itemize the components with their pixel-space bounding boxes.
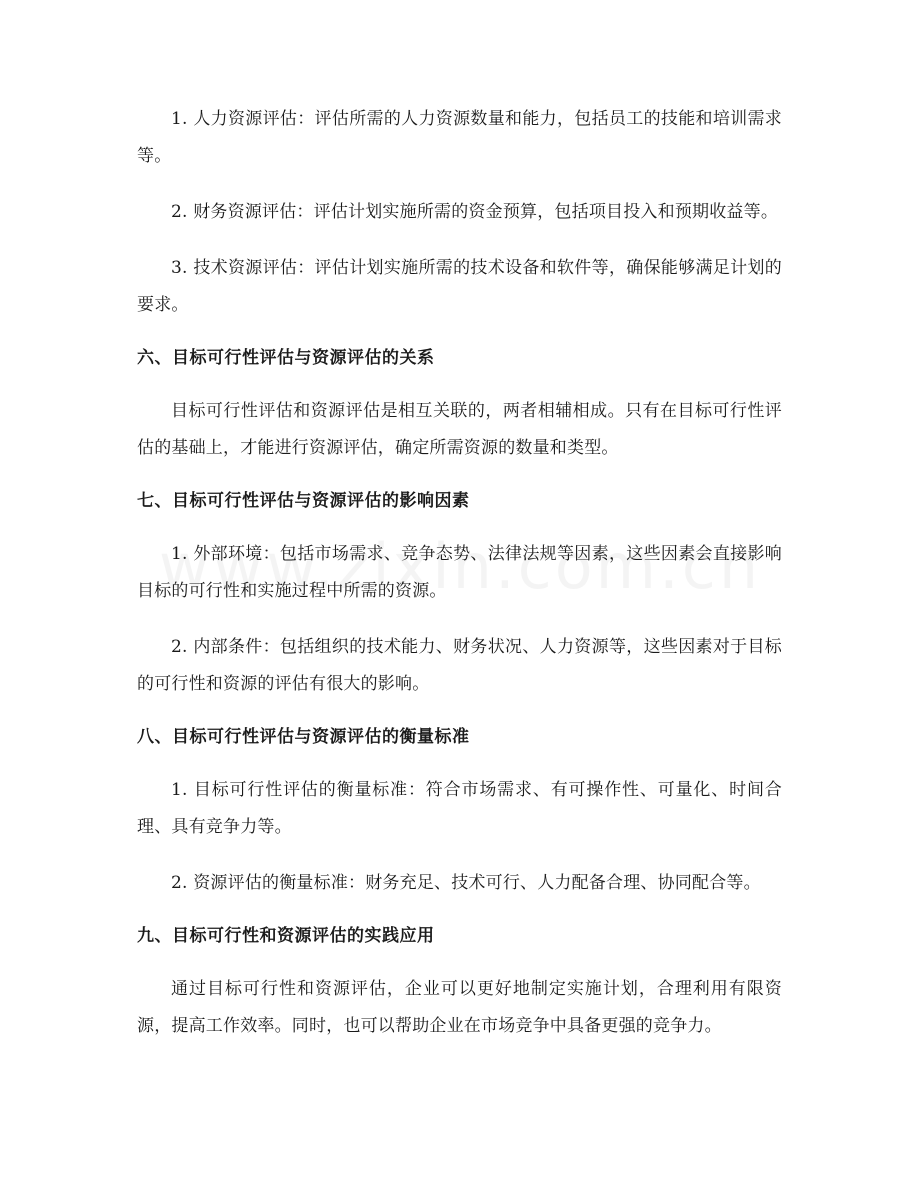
section-heading-7: 七、目标可行性评估与资源评估的影响因素 [137,491,470,511]
paragraph-external-environment: 1. 外部环境：包括市场需求、竞争态势、法律法规等因素，这些因素会直接影响目标的可行性和实施过程中所需的资源。 [137,544,782,601]
paragraph-financial-resource: 2. 财务资源评估：评估计划实施所需的资金预算，包括项目投入和预期收益等。 [171,202,779,222]
section-heading-6: 六、目标可行性评估与资源评估的关系 [137,348,435,368]
paragraph-practical-application: 通过目标可行性和资源评估，企业可以更好地制定实施计划，合理利用有限资源，提高工作效率。同时，也可以帮助企业在市场竞争中具备更强的竞争力。 [137,979,782,1036]
paragraph-internal-conditions: 2. 内部条件：包括组织的技术能力、财务状况、人力资源等，这些因素对于目标的可行性和资源的评估有很大的影响。 [137,637,782,694]
document-body [137,101,782,1064]
section-heading-9: 九、目标可行性和资源评估的实践应用 [137,926,435,946]
paragraph-resource-criteria: 2. 资源评估的衡量标准：财务充足、技术可行、人力配备合理、协同配合等。 [171,873,761,893]
section-heading-8: 八、目标可行性评估与资源评估的衡量标准 [137,727,470,747]
paragraph-relationship: 目标可行性评估和资源评估是相互关联的，两者相辅相成。只有在目标可行性评估的基础上，才能进行资源评估，确定所需资源的数量和类型。 [137,401,782,458]
paragraph-technical-resource: 3. 技术资源评估：评估计划实施所需的技术设备和软件等，确保能够满足计划的要求。 [137,258,782,315]
paragraph-human-resource: 1. 人力资源评估：评估所需的人力资源数量和能力，包括员工的技能和培训需求等。 [137,109,782,166]
paragraph-feasibility-criteria: 1. 目标可行性评估的衡量标准：符合市场需求、有可操作性、可量化、时间合理、具有竞争力等。 [137,780,782,837]
